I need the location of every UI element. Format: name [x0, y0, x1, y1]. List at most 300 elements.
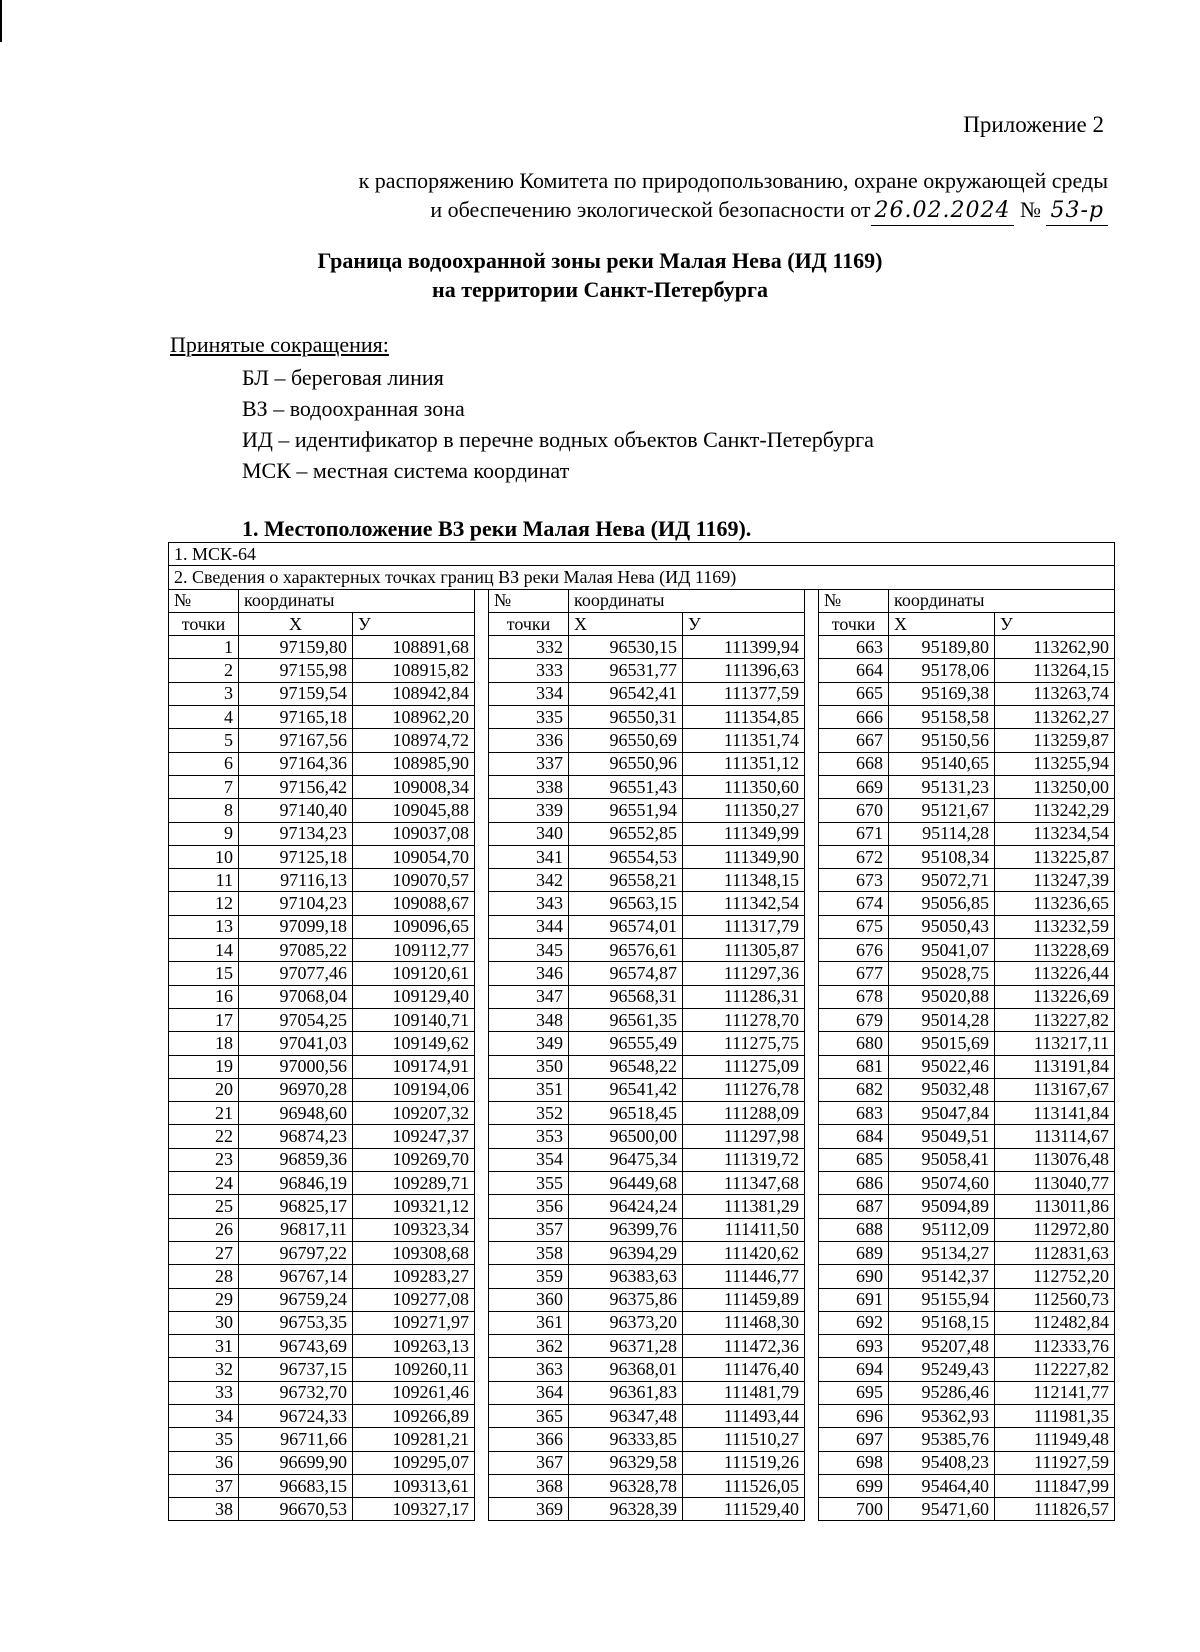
col-header-no: №: [819, 589, 889, 612]
column-gap: [805, 1195, 819, 1218]
coord-x: 95022,46: [889, 1055, 995, 1078]
column-gap: [475, 1311, 489, 1334]
coord-x: 96551,43: [569, 775, 683, 798]
coord-x: 95072,71: [889, 869, 995, 892]
column-gap: [475, 1265, 489, 1288]
coord-y: 109321,12: [353, 1195, 475, 1218]
abbreviation-item: БЛ – береговая линия: [242, 365, 444, 390]
coord-x: 95032,48: [889, 1078, 995, 1101]
coord-y: 109174,91: [353, 1055, 475, 1078]
point-number: 358: [489, 1241, 569, 1264]
coord-y: 113228,69: [995, 939, 1115, 962]
coord-y: 109045,88: [353, 799, 475, 822]
column-gap: [805, 589, 819, 612]
column-gap: [475, 729, 489, 752]
point-number: 368: [489, 1474, 569, 1497]
point-number: 3: [169, 682, 239, 705]
coord-x: 96576,61: [569, 939, 683, 962]
coord-y: 108891,68: [353, 636, 475, 659]
point-number: 696: [819, 1404, 889, 1427]
point-number: 36: [169, 1451, 239, 1474]
point-number: 686: [819, 1172, 889, 1195]
point-number: 335: [489, 706, 569, 729]
column-gap: [805, 1032, 819, 1055]
point-number: 337: [489, 752, 569, 775]
coord-x: 95050,43: [889, 915, 995, 938]
column-gap: [805, 1078, 819, 1101]
coord-y: 109207,32: [353, 1102, 475, 1125]
point-number: 362: [489, 1335, 569, 1358]
coord-x: 97116,13: [239, 869, 353, 892]
column-gap: [805, 799, 819, 822]
coord-x: 96328,39: [569, 1498, 683, 1521]
coord-x: 95028,75: [889, 962, 995, 985]
coord-x: 96817,11: [239, 1218, 353, 1241]
column-gap: [805, 1218, 819, 1241]
coord-x: 96373,20: [569, 1311, 683, 1334]
coord-x: 95047,84: [889, 1102, 995, 1125]
point-number: 37: [169, 1474, 239, 1497]
point-number: 11: [169, 869, 239, 892]
coord-y: 112227,82: [995, 1358, 1115, 1381]
coord-x: 96550,96: [569, 752, 683, 775]
point-number: 347: [489, 985, 569, 1008]
coord-y: 112972,80: [995, 1218, 1115, 1241]
point-number: 356: [489, 1195, 569, 1218]
column-gap: [475, 1498, 489, 1521]
point-number: 2: [169, 659, 239, 682]
coord-y: 111847,99: [995, 1474, 1115, 1497]
coord-x: 96329,58: [569, 1451, 683, 1474]
coord-x: 95362,93: [889, 1404, 995, 1427]
coord-y: 109277,08: [353, 1288, 475, 1311]
point-number: 672: [819, 845, 889, 868]
column-gap: [805, 752, 819, 775]
table-row: [169, 1148, 1115, 1171]
col-header-no: №: [489, 589, 569, 612]
coord-x: 96531,77: [569, 659, 683, 682]
coord-x: 97085,22: [239, 939, 353, 962]
point-number: 689: [819, 1241, 889, 1264]
coord-x: 95108,34: [889, 845, 995, 868]
coord-y: 109323,34: [353, 1218, 475, 1241]
point-number: 361: [489, 1311, 569, 1334]
column-gap: [475, 1102, 489, 1125]
column-gap: [475, 1404, 489, 1427]
coord-y: 111399,94: [683, 636, 805, 659]
coord-y: 113167,67: [995, 1078, 1115, 1101]
point-number: 367: [489, 1451, 569, 1474]
column-gap: [475, 1381, 489, 1404]
coord-x: 96724,33: [239, 1404, 353, 1427]
coord-x: 96859,36: [239, 1148, 353, 1171]
coord-x: 96825,17: [239, 1195, 353, 1218]
coord-x: 95464,40: [889, 1474, 995, 1497]
column-gap: [475, 892, 489, 915]
point-number: 336: [489, 729, 569, 752]
point-number: 348: [489, 1008, 569, 1031]
column-gap: [475, 939, 489, 962]
coord-x: 95249,43: [889, 1358, 995, 1381]
table-row: [169, 729, 1115, 752]
point-number: 352: [489, 1102, 569, 1125]
point-number: 671: [819, 822, 889, 845]
coord-x: 96711,66: [239, 1428, 353, 1451]
column-gap: [475, 1008, 489, 1031]
coord-x: 95168,15: [889, 1311, 995, 1334]
coord-y: 109308,68: [353, 1241, 475, 1264]
coord-x: 96500,00: [569, 1125, 683, 1148]
point-number: 351: [489, 1078, 569, 1101]
coord-x: 96475,34: [569, 1148, 683, 1171]
point-number: 680: [819, 1032, 889, 1055]
coord-x: 97077,46: [239, 962, 353, 985]
coord-x: 96732,70: [239, 1381, 353, 1404]
col-header-no: №: [169, 589, 239, 612]
coord-y: 111342,54: [683, 892, 805, 915]
point-number: 353: [489, 1125, 569, 1148]
coord-y: 113250,00: [995, 775, 1115, 798]
column-gap: [475, 1218, 489, 1241]
coord-y: 112482,84: [995, 1311, 1115, 1334]
col-header-coords: координаты: [239, 589, 475, 612]
coord-x: 96399,76: [569, 1218, 683, 1241]
coord-y: 112752,20: [995, 1265, 1115, 1288]
table-row: [169, 892, 1115, 915]
column-gap: [805, 915, 819, 938]
table-row: [169, 636, 1115, 659]
coord-y: 112141,77: [995, 1381, 1115, 1404]
coord-x: 97041,03: [239, 1032, 353, 1055]
point-number: 664: [819, 659, 889, 682]
point-number: 683: [819, 1102, 889, 1125]
point-number: 7: [169, 775, 239, 798]
coord-y: 109096,65: [353, 915, 475, 938]
point-number: 673: [819, 869, 889, 892]
coord-x: 96333,85: [569, 1428, 683, 1451]
point-number: 681: [819, 1055, 889, 1078]
coord-y: 111493,44: [683, 1404, 805, 1427]
coord-y: 111481,79: [683, 1381, 805, 1404]
point-number: 32: [169, 1358, 239, 1381]
point-number: 695: [819, 1381, 889, 1404]
column-gap: [805, 1008, 819, 1031]
point-number: 697: [819, 1428, 889, 1451]
coord-y: 111396,63: [683, 659, 805, 682]
coord-y: 111305,87: [683, 939, 805, 962]
coord-x: 96328,78: [569, 1474, 683, 1497]
point-number: 685: [819, 1148, 889, 1171]
coord-y: 109129,40: [353, 985, 475, 1008]
point-number: 25: [169, 1195, 239, 1218]
appendix-label: Приложение 2: [963, 112, 1104, 137]
coord-x: 95058,41: [889, 1148, 995, 1171]
point-number: 35: [169, 1428, 239, 1451]
coord-y: 109327,17: [353, 1498, 475, 1521]
table-row: [169, 1172, 1115, 1195]
coord-y: 109289,71: [353, 1172, 475, 1195]
coord-y: 111288,09: [683, 1102, 805, 1125]
coord-x: 96383,63: [569, 1265, 683, 1288]
point-number: 27: [169, 1241, 239, 1264]
point-number: 694: [819, 1358, 889, 1381]
point-number: 355: [489, 1172, 569, 1195]
coord-x: 96558,21: [569, 869, 683, 892]
point-number: 674: [819, 892, 889, 915]
point-number: 700: [819, 1498, 889, 1521]
coord-x: 95131,23: [889, 775, 995, 798]
point-number: 677: [819, 962, 889, 985]
point-number: 15: [169, 962, 239, 985]
point-number: 16: [169, 985, 239, 1008]
column-gap: [475, 1055, 489, 1078]
order-date: 26.02.2024: [871, 196, 1015, 226]
coord-y: 112831,63: [995, 1241, 1115, 1264]
point-number: 668: [819, 752, 889, 775]
coord-y: 113255,94: [995, 752, 1115, 775]
table-row: [169, 845, 1115, 868]
coord-x: 96394,29: [569, 1241, 683, 1264]
column-gap: [805, 1498, 819, 1521]
coord-x: 95286,46: [889, 1381, 995, 1404]
coord-x: 97068,04: [239, 985, 353, 1008]
table-row: [169, 1335, 1115, 1358]
coord-y: 111472,36: [683, 1335, 805, 1358]
column-gap: [805, 682, 819, 705]
table-row: [169, 939, 1115, 962]
point-number: 690: [819, 1265, 889, 1288]
table-row: [169, 1451, 1115, 1474]
column-gap: [805, 1148, 819, 1171]
point-number: 20: [169, 1078, 239, 1101]
column-gap: [475, 1032, 489, 1055]
coord-x: 96449,68: [569, 1172, 683, 1195]
table-row: [169, 752, 1115, 775]
table-row: [169, 1102, 1115, 1125]
point-number: 687: [819, 1195, 889, 1218]
coord-x: 96375,86: [569, 1288, 683, 1311]
coord-y: 111348,15: [683, 869, 805, 892]
order-number-label: №: [1019, 197, 1041, 222]
column-gap: [475, 1451, 489, 1474]
coord-y: 113191,84: [995, 1055, 1115, 1078]
column-gap: [805, 729, 819, 752]
coord-x: 95121,67: [889, 799, 995, 822]
column-gap: [805, 985, 819, 1008]
abbreviations-heading: Принятые сокращения:: [170, 332, 389, 357]
point-number: 338: [489, 775, 569, 798]
coord-x: 97104,23: [239, 892, 353, 915]
coord-x: 96551,94: [569, 799, 683, 822]
point-number: 34: [169, 1404, 239, 1427]
coord-y: 113114,67: [995, 1125, 1115, 1148]
coord-x: 96530,15: [569, 636, 683, 659]
coord-y: 109313,61: [353, 1474, 475, 1497]
column-gap: [475, 1125, 489, 1148]
coord-y: 113259,87: [995, 729, 1115, 752]
column-gap: [805, 939, 819, 962]
table-row: [169, 1498, 1115, 1521]
point-number: 5: [169, 729, 239, 752]
coord-x: 96518,45: [569, 1102, 683, 1125]
order-reference: [270, 166, 1108, 226]
point-number: 670: [819, 799, 889, 822]
coord-y: 108974,72: [353, 729, 475, 752]
table-row: [169, 1474, 1115, 1497]
coord-y: 112560,73: [995, 1288, 1115, 1311]
coord-x: 95074,60: [889, 1172, 995, 1195]
coord-y: 111350,27: [683, 799, 805, 822]
coord-y: 111286,31: [683, 985, 805, 1008]
coord-x: 97054,25: [239, 1008, 353, 1031]
column-gap: [475, 985, 489, 1008]
table-row: [169, 822, 1115, 845]
coord-y: 111526,05: [683, 1474, 805, 1497]
point-number: 23: [169, 1148, 239, 1171]
table-row: [169, 1241, 1115, 1264]
coord-y: 111476,40: [683, 1358, 805, 1381]
coord-x: 95056,85: [889, 892, 995, 915]
table-row: [169, 1265, 1115, 1288]
coord-x: 96550,69: [569, 729, 683, 752]
coord-x: 96970,28: [239, 1078, 353, 1101]
coord-x: 95140,65: [889, 752, 995, 775]
point-number: 22: [169, 1125, 239, 1148]
table-row: [169, 799, 1115, 822]
document-title: [0, 246, 1200, 304]
coord-x: 96371,28: [569, 1335, 683, 1358]
coord-y: 111927,59: [995, 1451, 1115, 1474]
table-row: [169, 1125, 1115, 1148]
order-line-2-prefix: и обеспечению экологической безопасности от: [430, 197, 871, 222]
point-number: 663: [819, 636, 889, 659]
column-gap: [805, 1172, 819, 1195]
table-row: [169, 682, 1115, 705]
coord-y: 111510,27: [683, 1428, 805, 1451]
table-caption-row: 2. Сведения о характерных точках границ ВЗ реки Малая Нева (ИД 1169): [169, 566, 1115, 589]
coord-x: 95207,48: [889, 1335, 995, 1358]
point-number: 38: [169, 1498, 239, 1521]
column-gap: [805, 659, 819, 682]
point-number: 369: [489, 1498, 569, 1521]
point-number: 17: [169, 1008, 239, 1031]
column-gap: [475, 1428, 489, 1451]
column-gap: [475, 915, 489, 938]
table-row: [169, 659, 1115, 682]
coord-x: 96561,35: [569, 1008, 683, 1031]
table-row: [169, 1078, 1115, 1101]
coord-x: 95114,28: [889, 822, 995, 845]
coord-y: 109120,61: [353, 962, 475, 985]
coord-y: 113262,90: [995, 636, 1115, 659]
point-number: 699: [819, 1474, 889, 1497]
coord-y: 113141,84: [995, 1102, 1115, 1125]
col-header-y: У: [683, 612, 805, 635]
column-gap: [475, 869, 489, 892]
column-gap: [475, 845, 489, 868]
table-row: [169, 869, 1115, 892]
point-number: 9: [169, 822, 239, 845]
point-number: 666: [819, 706, 889, 729]
coord-x: 96542,41: [569, 682, 683, 705]
coord-y: 109112,77: [353, 939, 475, 962]
document-title-line-2: на территории Санкт-Петербурга: [432, 277, 768, 302]
point-number: 354: [489, 1148, 569, 1171]
coord-x: 95155,94: [889, 1288, 995, 1311]
table-row: [169, 706, 1115, 729]
coord-y: 113227,82: [995, 1008, 1115, 1031]
point-number: 669: [819, 775, 889, 798]
coord-x: 96563,15: [569, 892, 683, 915]
point-number: 360: [489, 1288, 569, 1311]
column-gap: [805, 845, 819, 868]
coord-x: 97099,18: [239, 915, 353, 938]
point-number: 346: [489, 962, 569, 985]
section-title: 1. Местоположение ВЗ реки Малая Нева (ИД 1169).: [242, 516, 752, 541]
column-gap: [475, 1172, 489, 1195]
point-number: 8: [169, 799, 239, 822]
col-header-y: У: [353, 612, 475, 635]
coord-x: 95094,89: [889, 1195, 995, 1218]
table-row: [169, 775, 1115, 798]
coord-y: 113217,11: [995, 1032, 1115, 1055]
column-gap: [475, 799, 489, 822]
col-header-coords: координаты: [889, 589, 1115, 612]
point-number: 357: [489, 1218, 569, 1241]
column-gap: [805, 1474, 819, 1497]
coord-x: 95041,07: [889, 939, 995, 962]
point-number: 1: [169, 636, 239, 659]
point-number: 29: [169, 1288, 239, 1311]
point-number: 342: [489, 869, 569, 892]
coord-y: 111319,72: [683, 1148, 805, 1171]
coord-x: 97159,80: [239, 636, 353, 659]
column-gap: [475, 706, 489, 729]
coord-y: 109194,06: [353, 1078, 475, 1101]
coord-x: 95471,60: [889, 1498, 995, 1521]
point-number: 698: [819, 1451, 889, 1474]
table-row: [169, 1311, 1115, 1334]
point-number: 31: [169, 1335, 239, 1358]
coord-x: 97159,54: [239, 682, 353, 705]
coord-y: 111529,40: [683, 1498, 805, 1521]
coord-y: 109271,97: [353, 1311, 475, 1334]
point-number: 359: [489, 1265, 569, 1288]
coord-y: 109281,21: [353, 1428, 475, 1451]
point-number: 12: [169, 892, 239, 915]
column-gap: [475, 1335, 489, 1358]
coord-y: 113225,87: [995, 845, 1115, 868]
coord-x: 97134,23: [239, 822, 353, 845]
point-number: 665: [819, 682, 889, 705]
column-gap: [805, 706, 819, 729]
point-number: 18: [169, 1032, 239, 1055]
coord-x: 96550,31: [569, 706, 683, 729]
coord-y: 111275,09: [683, 1055, 805, 1078]
coord-y: 113011,86: [995, 1195, 1115, 1218]
column-gap: [475, 682, 489, 705]
document-title-line-1: Граница водоохранной зоны реки Малая Нева (ИД 1169): [317, 248, 883, 273]
coord-x: 95112,09: [889, 1218, 995, 1241]
scan-edge-mark: [0, 0, 2, 42]
coord-y: 111377,59: [683, 682, 805, 705]
coord-x: 97167,56: [239, 729, 353, 752]
coord-y: 108962,20: [353, 706, 475, 729]
coord-x: 95178,06: [889, 659, 995, 682]
coord-x: 97000,56: [239, 1055, 353, 1078]
column-gap: [805, 1404, 819, 1427]
coord-y: 109070,57: [353, 869, 475, 892]
